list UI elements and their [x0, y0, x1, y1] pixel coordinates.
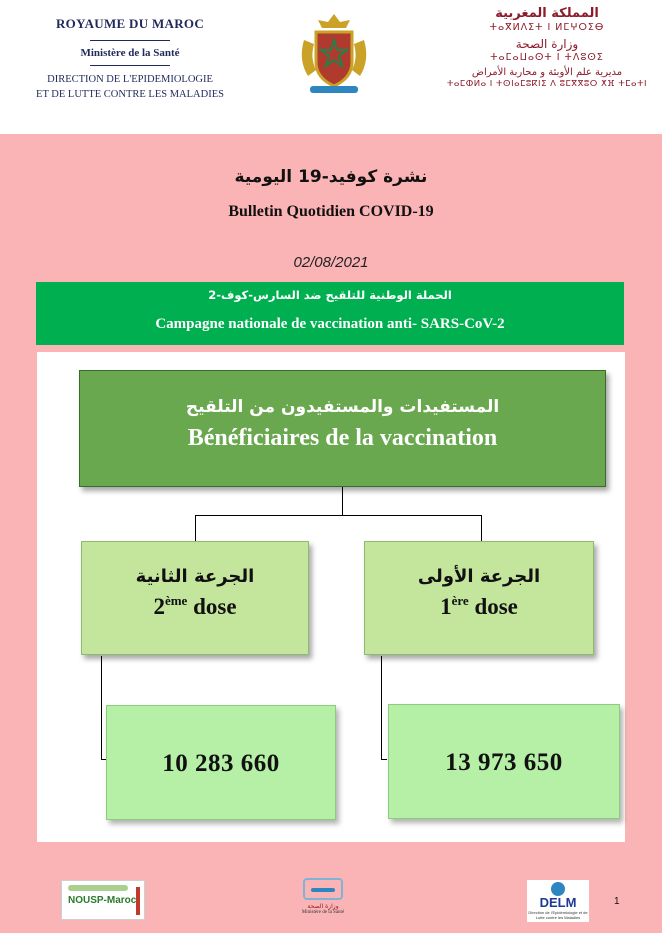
connector-line	[481, 515, 482, 541]
second-dose-number: 2	[153, 594, 165, 619]
nousp-logo-text: NOUSP-Maroc	[68, 895, 137, 906]
ministry-logo	[295, 878, 351, 924]
ministry-name-ar: وزارة الصحة	[515, 37, 579, 51]
first-dose-box	[364, 541, 594, 655]
moroccan-coat-of-arms-icon	[294, 10, 374, 96]
ministry-name-fr: Ministère de la Santé	[80, 47, 180, 59]
kingdom-name-tifinagh: ⵜⴰⴳⵍⴷⵉⵜ ⵏ ⵍⵎⵖⵔⵉⴱ	[489, 22, 605, 33]
delm-logo-text: DELM	[539, 895, 577, 910]
connector-line	[101, 656, 102, 760]
ministry-logo-text-fr: Ministère de la Santé	[301, 910, 345, 915]
connector-line	[195, 515, 196, 541]
divider	[90, 40, 170, 41]
first-dose-word: dose	[468, 594, 518, 619]
direction-line-1: DIRECTION DE L'EPIDEMIOLOGIE	[47, 74, 213, 85]
page-number: 1	[614, 896, 620, 907]
first-dose-label-ar: الجرعة الأولى	[417, 566, 541, 587]
second-dose-label-ar: الجرعة الثانية	[135, 566, 255, 587]
direction-line-2: ET DE LUTTE CONTRE LES MALADIES	[36, 89, 224, 100]
direction-name-tifinagh: ⵜⴰⵎⵀⵍⴰ ⵏ ⵜⵙⵏⴰⵎⵓⴽⵏⵉ ⴷ ⵓⵎⴳⴳⵓⵔ ⵅⴼ ⵜⵎⴰⵜⵏ	[446, 79, 648, 89]
ministry-logo-icon	[303, 878, 343, 900]
second-dose-word: dose	[187, 594, 237, 619]
ministry-name-tifinagh: ⵜⴰⵎⴰⵡⴰⵙⵜ ⵏ ⵜⴷⵓⵙⵉ	[490, 52, 604, 63]
first-dose-ordinal: ère	[451, 593, 469, 608]
second-dose-box	[81, 541, 309, 655]
letterhead	[0, 0, 662, 134]
first-dose-count-box	[388, 704, 620, 819]
kingdom-name-ar: المملكة المغربية	[495, 6, 599, 21]
campaign-title-fr: Campagne nationale de vaccination anti- SARS-CoV-2	[155, 316, 505, 332]
nousp-logo	[61, 880, 145, 920]
delm-logo-subtitle: Direction de l'Epidémiologie et de Lutte contre les Maladies	[528, 910, 588, 920]
letterhead-french	[20, 14, 240, 102]
first-dose-label-fr	[365, 593, 593, 620]
direction-name-ar: مديرية علم الأوبئة و محاربة الأمراض	[471, 67, 623, 78]
campaign-title-ar: الحملة الوطنية للتلقيح ضد السارس-كوف-2	[208, 288, 452, 302]
second-dose-count: 10 283 660	[162, 750, 280, 777]
connector-line	[381, 759, 387, 760]
bulletin-title-fr: Bulletin Quotidien COVID-19	[228, 203, 434, 220]
globe-icon	[551, 882, 565, 896]
second-dose-ordinal: ème	[164, 593, 188, 608]
second-dose-label-fr	[82, 593, 308, 620]
beneficiaries-header-box	[79, 370, 606, 487]
connector-line	[342, 487, 343, 515]
nousp-logo-bar	[136, 887, 140, 915]
first-dose-count: 13 973 650	[445, 749, 563, 776]
letterhead-arabic	[442, 6, 652, 89]
divider	[90, 65, 170, 66]
campaign-banner	[36, 282, 624, 345]
ministry-logo-text-ar: وزارة الصحة	[307, 903, 339, 910]
connector-line	[381, 656, 382, 760]
nousp-logo-mark	[68, 885, 128, 891]
beneficiaries-title-fr: Bénéficiaires de la vaccination	[187, 425, 498, 451]
delm-logo	[527, 880, 589, 922]
kingdom-name-fr: ROYAUME DU MAROC	[55, 16, 205, 31]
connector-line	[195, 515, 482, 516]
bulletin-date: 02/08/2021	[293, 254, 369, 271]
beneficiaries-title-ar: المستفيدات والمستفيدون من التلقيح	[185, 397, 500, 417]
first-dose-number: 1	[440, 594, 452, 619]
second-dose-count-box	[106, 705, 336, 820]
bulletin-title-ar: نشرة كوفيد-19 اليومية	[234, 167, 428, 187]
